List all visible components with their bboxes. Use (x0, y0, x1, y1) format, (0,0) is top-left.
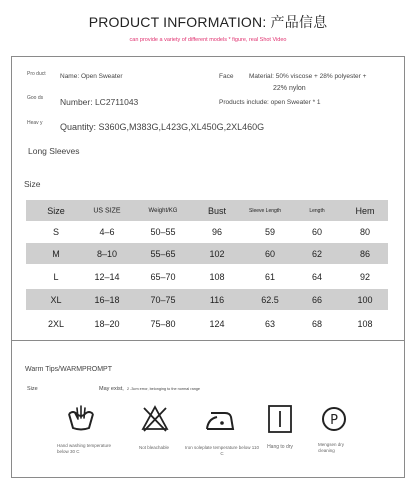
care-caption-hand-wash: Hand washing temperature below 30 C (57, 443, 112, 454)
svg-text:P: P (330, 413, 338, 428)
face-label: Face (219, 73, 234, 80)
cell-hem: 86 (359, 248, 370, 259)
cell-length: 68 (311, 318, 322, 329)
cell-bust: 108 (209, 271, 225, 282)
care-caption-iron: Iron soleplate temperature below 110 C (185, 445, 259, 456)
tips-size-label: Size (27, 386, 38, 392)
table-header-row (26, 200, 388, 221)
cell-hem: 100 (357, 294, 373, 305)
cell-us: 12–14 (94, 271, 120, 282)
header-weight: Weight/KG (148, 207, 178, 214)
warm-tips-heading: Warm Tips/WARMPROMPT (25, 366, 112, 373)
quantity: Quantity: S360G,M383G,L423G,XL450G,2XL460G (60, 122, 265, 132)
goods-label: Goo ds (27, 95, 44, 101)
error-range-note: 2 -3cm error, belonging to the normal range (127, 387, 201, 391)
may-exist-text: May exist, (99, 386, 124, 392)
cell-us: 18–20 (94, 318, 120, 329)
header-hem: Hem (355, 205, 375, 216)
cell-us: 8–10 (96, 248, 118, 259)
cell-length: 62 (311, 248, 322, 259)
cell-bust: 96 (211, 226, 222, 237)
cell-length: 66 (311, 294, 322, 305)
size-section-label: Size (24, 179, 41, 189)
cell-bust: 116 (209, 294, 225, 305)
material-line-2: 22% nylon (273, 85, 306, 92)
header-bust: Bust (207, 205, 226, 216)
cell-size: 2XL (47, 318, 64, 329)
cell-weight: 50–55 (150, 226, 176, 237)
table-row (26, 243, 388, 264)
cell-us: 16–18 (94, 294, 120, 305)
cell-length: 64 (311, 271, 322, 282)
page-subtitle: can provide a variety of different models * figure, real Shot Video (129, 37, 287, 43)
cell-size: L (53, 271, 59, 282)
cell-size: S (52, 226, 59, 237)
products-include: Products include: open Sweater * 1 (219, 99, 321, 106)
cell-hem: 92 (359, 271, 370, 282)
cell-us: 4–6 (99, 226, 115, 237)
table-row (26, 266, 388, 287)
cell-hem: 80 (359, 226, 370, 237)
cell-length: 60 (311, 226, 322, 237)
section-divider (11, 340, 405, 341)
cell-size: M (52, 248, 60, 259)
table-row (26, 289, 388, 310)
no-bleach-icon (141, 405, 169, 433)
material-line-1: Material: 50% viscose + 28% polyester + (249, 73, 367, 80)
hand-wash-icon (66, 404, 96, 436)
cell-sleeve: 60 (264, 248, 275, 259)
page-title: PRODUCT INFORMATION: 产品信息 (88, 14, 328, 30)
care-caption-dry-clean: Mengsen dry cleaning (318, 442, 345, 453)
hang-dry-icon (267, 404, 293, 434)
table-row (26, 313, 388, 334)
cell-bust: 102 (209, 248, 225, 259)
dry-clean-icon (320, 405, 348, 433)
cell-size: XL (50, 294, 62, 305)
header-us-size: US SIZE (93, 207, 121, 214)
cell-sleeve: 62.5 (261, 294, 279, 305)
sleeve-type: Long Sleeves (28, 146, 80, 156)
cell-sleeve: 63 (264, 318, 275, 329)
header-sleeve-length: Sleeve Length (249, 207, 281, 214)
cell-hem: 108 (357, 318, 373, 329)
cell-weight: 65–70 (150, 271, 176, 282)
cell-weight: 55–65 (150, 248, 176, 259)
header-size: Size (47, 205, 65, 216)
table-row (26, 221, 388, 242)
product-name: Name: Open Sweater (60, 73, 123, 80)
care-caption-no-bleach: Not bleachable (139, 445, 170, 450)
goods-number: Number: LC2711043 (60, 97, 139, 107)
care-caption-hang-dry: Hang to dry (267, 444, 293, 450)
header-length: Length (309, 207, 325, 214)
cell-sleeve: 59 (264, 226, 275, 237)
cell-bust: 124 (209, 318, 225, 329)
cell-sleeve: 61 (264, 271, 275, 282)
cell-weight: 70–75 (150, 294, 176, 305)
product-label: Pro duct (27, 71, 46, 77)
heavy-label: Heav y (27, 120, 43, 126)
cell-weight: 75–80 (150, 318, 176, 329)
iron-icon (205, 407, 235, 433)
